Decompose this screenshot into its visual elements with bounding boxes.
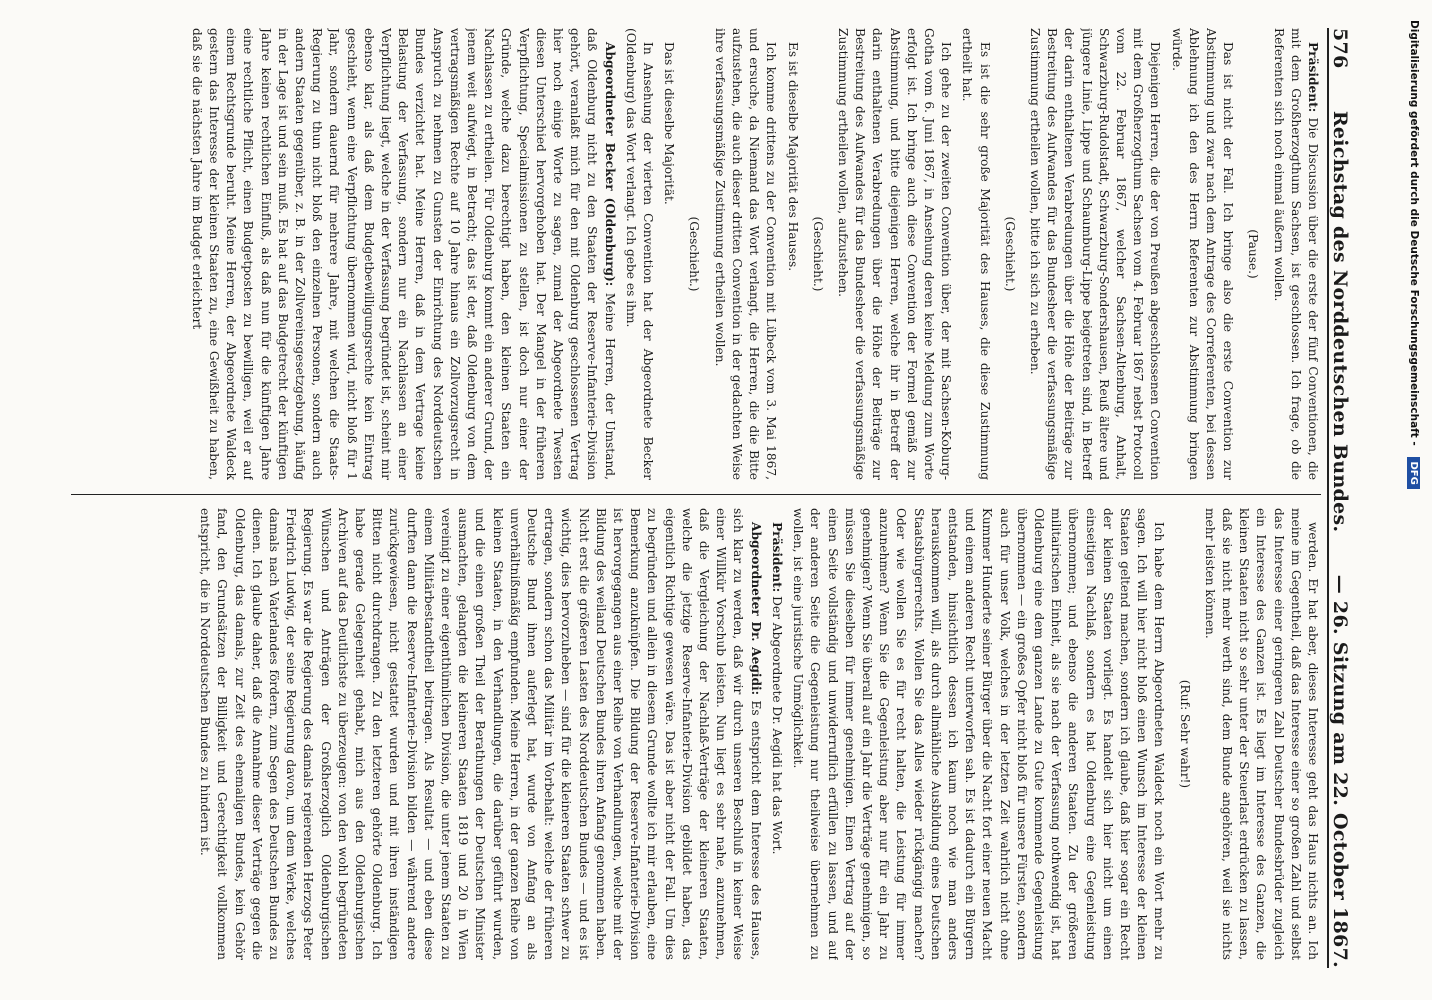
paragraph: [768, 508, 785, 960]
stage-direction: (Pause.): [1246, 229, 1261, 279]
left-title: Reichstag des Norddeutschen Bundes.: [1329, 110, 1351, 533]
stage-direction: (Geschieht.): [1002, 216, 1017, 292]
speaker-label: Abgeordneter Becker (Oldenburg):: [602, 42, 617, 287]
stage-direction: (Geschieht.): [810, 216, 825, 292]
paragraph-text: Das ist nicht der Fall. Ich bringe also die erste Convention zur Abstimmung und zwar nach dem Antrage des Correferenten, bei dessen Ablehnung ich den des Herrn Referenten zur Abstimmung bringen würde.: [1169, 28, 1236, 480]
stage-direction: (Geschieht.): [687, 216, 702, 292]
paragraph: [1201, 508, 1321, 960]
paragraph-text: Das ist dieselbe Majorität.: [662, 42, 677, 205]
paragraph: [660, 28, 677, 480]
paragraph-text: Diejenigen Herren, die der von Preußen abgeschlossenen Convention mit dem Großherzogthum Sachsen vom 4. Februar 1867 nebst Protocoll vom 22. Februar 1867, welcher Sachsen-Altenburg, Anhalt, Schwarzburg-Rudolstadt, Schwarzburg-Sondershausen, Reuß ältere und jüngere Linie, Lippe und Schaumburg-Lippe beigetreten sind, in Betreff der darin enthaltenen Verabredungen über die Höhe der Beiträge zur Bestreitung des Aufwandes für das Bundesheer die verfassungsmäßige Zustimmung ertheilen wollen, bitte ich sich zu erheben.: [1027, 28, 1163, 480]
paragraph: [622, 28, 656, 480]
paragraph: [188, 28, 618, 480]
paragraph: [783, 28, 800, 480]
paragraph-text: Es ist dieselbe Majorität des Hauses.: [785, 42, 800, 272]
paragraph-text: werden. Er hat aber, dieses Interesse geht das Haus nichts an. Ich meine im Gegentheil, daß das Interesse einer so großen Zahl und selbst das Interesse einer geringeren Zahl Deutscher Bundesbrüder zugleich ein Interesse des Ganzen ist. Es liegt im Interesse des Ganzen, die kleinen Staaten nicht so sehr unter der Steuerlast erdrücken zu lassen, daß sie nicht mehr werth sind, dem Bunde angehören, weil sie nichts mehr leisten können.: [1202, 508, 1320, 960]
text-columns: [71, 28, 1321, 968]
right-column: [71, 508, 1321, 960]
paragraph: [1026, 28, 1164, 480]
paragraph: [834, 28, 954, 480]
paragraph-text: Meine Herren, der Umstand, daß Oldenburg nicht zu den Staaten der Reserve-Infanterie-Division gehört, veranlaßt mich für den mit Oldenburg geschlossenen Vertrag hier noch einige Worte zu sagen, zumal der Abgeordnete Twesten diesen Unterschied hervorgehoben hat. Der Mangel in der früheren Verpflichtung, Specialmissionen zu stellen, ist doch nur einer der Gründe, welche dazu berechtigt haben, den kleinen Staaten ein Nachlassen zu ertheilen. Für Oldenburg kommt ein anderer Grund, der jenem weit aufwiegt, in Betracht; das ist der, daß Oldenburg von dem vertragsmäßigen Rechte auf 10 Jahre hinaus ein Zollvorzugsrecht in Anspruch zu nehmen zu Gunsten der Einrichtung des Norddeutschen Bundes verzichtet hat. Meine Herren, daß in dem Vertrage keine Belastung der Verfassung, sondern nur ein Nachlassen an einer Verpflichtung liegt, welche in der Verfassung begründet ist, scheint mir ebenso klar, als daß dem Budgetbewilligungsrechte kein Eintrag geschieht, wenn eine Verpflichtung übernommen wird, nicht bloß für 1 Jahr, sondern dauernd für mehrere Jahre, mit welchen die Staats-Regierung zu thun nicht bloß den einzelnen Personen, sondern auch andern Staaten gegenüber, z. B. in der Zollvereinsgesetzgebung, häufig in der Lage ist und sein muß. Es hat auf das Budgetrecht der künftigen Jahre keinen rechtlichen Einfluß, als daß nun für die künftigen Jahre eine rechtliche Pflicht, einen Budgetposten zu bewilligen, weil er auf einem Rechtsgrunde beruht. Meine Herren, der Abgeordnete Waldeck gestern das Interesse der kleinen Staaten zu, eine Gewißheit zu haben, daß sie die nächsten Jahre im Budget erleichtert: [189, 28, 617, 480]
paragraph: [789, 508, 1167, 960]
paragraph-text: In Ansehung der vierten Convention hat der Abgeordnete Becker (Oldenburg) das Wort verlangt. Ich gebe es ihm.: [623, 28, 656, 480]
paragraph: [711, 28, 780, 480]
digitization-text: Digitalisierung gefördert durch die Deutsche Forschungsgemeinschaft -: [1408, 20, 1420, 446]
page-number: 576: [1329, 28, 1351, 69]
paragraph: [1167, 28, 1236, 480]
paragraph-text: Die Discussion über die erste der fünf Conventionen, die mit dem Großherzogthum Sachsen, ist geschlossen. Ich frage, ob die Referenten sich noch einmal äußern wollen.: [1271, 28, 1320, 480]
paragraph-text: Der Abgeordnete Dr. Aegidi hat das Wort.: [769, 596, 784, 855]
paragraph-text: Ich komme drittens zu der Convention mit Lübeck vom 3. Mai 1867, und ersuche, da Niemand das Wort verlangt, die Herren, die die Bitte aufzustehen, die auch dieser dritten Convention in der gedachten Weise ihre verfassungsmäßige Zustimmung ertheilen wollen.: [712, 28, 779, 480]
paragraph: [1269, 28, 1321, 480]
left-column: [71, 28, 1321, 480]
speaker-label: Präsident:: [769, 522, 784, 593]
document-page: [65, 28, 1365, 968]
paragraph-text: Ich habe dem Herrn Abgeordneten Waldeck noch ein Wort mehr zu sagen. Ich will hier nicht bloß einen Wunsch im Interesse der kleinen Staaten geltend machen, sondern ich glaube, daß hier sogar ein Recht der kleinen Staaten vorliegt. Es handelt sich hier nicht um einen einseitigen Nachlaß, sondern es hat Oldenburg eine Gegenleistung übernommen; und ebenso die anderen Staaten. Zu der größeren militairischen Einheit, als sie nach der Verfassung nothwendig ist, hat Oldenburg eine dem ganzen Lande zu Gute kommende Gegenleistung übernommen — ein großes Opfer nicht bloß für unsere Fürsten, sondern auch für unser Volk, welches in der letzten Zeit wahrlich nicht ohne Kummer Hunderte seiner Bürger über die Nacht fort einer neuen Macht und einem anderen Recht unterworfen sah. Es ist dadurch ein Bürgern entstanden, hinsichtlich dessen ich kaum noch wie man anders herauskommen will, als durch allmähliche Ausbildung eines Deutschen Staatsbürgerrechts. Wollen Sie das Alles wieder rückgängig machen? Oder wie wollen Sie es für recht halten, die Leistung für immer anzunehmen? Wenn Sie die Gegenleistung aber nur für ein Jahr zu genehmigen? Wenn Sie überall auf ein Jahr die Verträge genehmigen, so müssen Sie dieselben für immer genehmigen. Einen Vertrag auf der einen Seite vollständig und unwiderruflich erfüllen zu lassen, und auf der anderen Seite die Gegenleistung nur theilweise übernehmen zu wollen, ist eine juristische Unmöglichkeit.: [791, 508, 1167, 960]
speaker-label: Präsident:: [1306, 42, 1320, 113]
page-header: [1327, 28, 1365, 968]
paragraph-text: Ich gehe zu der zweiten Convention über, der mit Sachsen-Koburg-Gotha vom 6. Juni 1867, in Ansehung deren keine Meldung zum Worte erfolgt ist. Ich bringe auch diese Convention der Formel gemäß zur Abstimmung, und bitte diejenigen Herren, welche ihr in Betreff der darin enthaltenen Verabredungen über die Höhe der Beiträge zur Bestreitung des Aufwandes für das Bundesheer die verfassungsmäßige Zustimmung ertheilen wollen, aufzustehen.: [835, 28, 954, 480]
right-title: — 26. Sitzung am 22. October 1867.: [1329, 574, 1351, 968]
speaker-label: Abgeordneter Dr. Aegidi:: [748, 522, 763, 696]
stage-direction: (Ruf: Sehr wahr!): [1177, 679, 1192, 789]
dfg-logo: DFG: [1407, 457, 1420, 488]
paragraph: [196, 508, 764, 960]
paragraph-text: Es ist die sehr große Majorität des Hauses, die diese Zustimmung ertheilt hat.: [960, 28, 992, 480]
paragraph: [958, 28, 992, 480]
paragraph-text: Es entspricht dem Interesse des Hauses, sich klar zu werden, daß wir durch unseren Beschluß in keiner Weise einer Willkür Vorschub leisten. Nun liegt es sehr nahe, anzunehmen, daß die Vergleichung der Nachlaß-Verträge der kleineren Staaten, welche die jetzige Reserve-Infanterie-Division gebildet haben, das eigentlich Richtige gewesen wäre. Das ist aber nicht der Fall. Um dies zu begründen und allein in diesem Grunde wollte ich mir erlauben, eine Bemerkung anzuknüpfen. Die Bildung der Reserve-Infanterie-Division ist hervorgegangen aus einer Reihe von Verhandlungen, welche mit der Bildung des weiland Deutschen Bundes ihren Anfang genommen haben. Nicht erst die größeren Lasten des Norddeutschen Bundes — und es ist wichtig, dies hervorzuheben — sind für die kleineren Staaten schwer zu ertragen, sondern schon das Militär im Vorbehalt: welche der früheren Deutsche Bund ihnen auferlegt hat, wurde von Anfang an als unverhältnißmäßig empfunden. Meine Herren, in der ganzen Reihe von kleinen Staaten, in den Verhandlungen, die darüber geführt wurden, und die einen großen Theil der Berathungen der Deutschen Minister ausmachten, gelangten die kleineren Staaten 1819 und 20 in Wien vereinigt zu einer eigenthümlichen Division, die unter jenem Staaten zu einem Militärbestandtheil beitragen. Als Resultat — und eben diese durften dann die Reserve-Infanterie-Division bilden — während andere zurückgewiesen, nicht gestattet wurden und mit ihren inständigen Bitten nicht durchdrangen. Zu den letzteren gehörte Oldenburg. Ich habe gerade Gelegenheit gehabt, mich aus den Oldenburgischen Archiven auf das Deutlichste zu überzeugen: von den wohl begründeten Wünschen und Anträgen der Großherzoglich Oldenburgischen Regierung. Es war die Regierung des damals regierenden Herzogs Peter Friedrich Ludwig, der seine Regierung davon, um dem Werke, welches damals nach Vaterlandes fördern, zum Segen des Deutschen Bundes zu dienen. Ich glaube daher, daß die Annahme dieser Verträge gegen die Oldenburg, das damals, zur Zeit des ehemaligen Bundes, kein Gehör fand, den Grundsätzen der Billigkeit und Gerechtigkeit vollkommen entspricht, die in Norddeutschen Bundes zu hindern ist.: [198, 508, 763, 960]
column-divider: [71, 494, 1321, 495]
digitization-note: [1407, 20, 1420, 489]
